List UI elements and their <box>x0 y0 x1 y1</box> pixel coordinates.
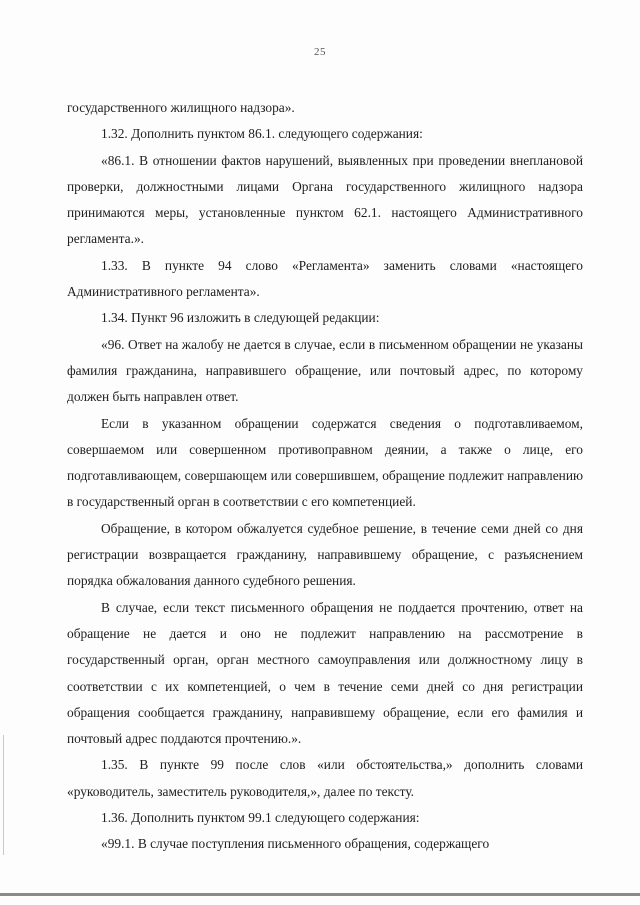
paragraph-1-36: 1.36. Дополнить пунктом 99.1 следующего содержания: <box>101 810 420 826</box>
scan-bottom-line <box>0 893 640 896</box>
paragraph-1-33: 1.33. В пункте 94 слово «Регламента» заменить словами «настоящего Административного регламента». <box>67 257 583 300</box>
paragraph-continuation: государственного жилищного надзора». <box>67 100 295 115</box>
paragraph-99-1: «99.1. В случае поступления письменного обращения, содержащего <box>101 836 490 852</box>
scan-edge-mark <box>3 735 4 855</box>
paragraph-96-sub-1: Если в указанном обращении содержатся сведения о подготавливаемом, совершаемом или совершенном противоправном деянии, а также о лице, его подготавливающем, совершающем или совершившем, обращение подлежит направлению в государственный орган в соответствии с его компетенцией. <box>67 415 583 510</box>
paragraph-1-34: 1.34. Пункт 96 изложить в следующей редакции: <box>101 310 380 326</box>
paragraph-1-35: 1.35. В пункте 99 после слов «или обстоятельства,» дополнить словами «руководитель, заместитель руководителя,», далее по тексту. <box>67 757 583 799</box>
paragraph-96-sub-3: В случае, если текст письменного обращения не поддается прочтению, ответ на обращение не дается и оно не подлежит направлению на рассмотрение в государственный орган, орган местного самоуправления или должностному лицу в соответствии с их компетенцией, о чем в течение семи дней со дня регистрации обращения сообщается гражданину, направившему обращение, если его фамилия и почтовый адрес поддаются прочтению.». <box>67 599 583 747</box>
paragraph-96: «96. Ответ на жалобу не дается в случае, если в письменном обращении не указаны фамилия гражданина, направившего обращение, или почтовый адрес, по которому должен быть направлен ответ. <box>67 336 583 405</box>
document-body <box>67 95 583 858</box>
page-number: 25 <box>314 46 326 58</box>
paragraph-1-32: 1.32. Дополнить пунктом 86.1. следующего содержания: <box>101 126 423 142</box>
paragraph-86-1: «86.1. В отношении фактов нарушений, выявленных при проведении внеплановой проверки, должностными лицами Органа государственного жилищного надзора принимаются меры, установленные пунктом 62.1. настоящего Административного регламента.». <box>67 152 583 247</box>
paragraph-96-sub-2: Обращение, в котором обжалуется судебное решение, в течение семи дней со дня регистрации возвращается гражданину, направившему обращение, с разъяснением порядка обжалования данного судебного решения. <box>67 520 583 589</box>
